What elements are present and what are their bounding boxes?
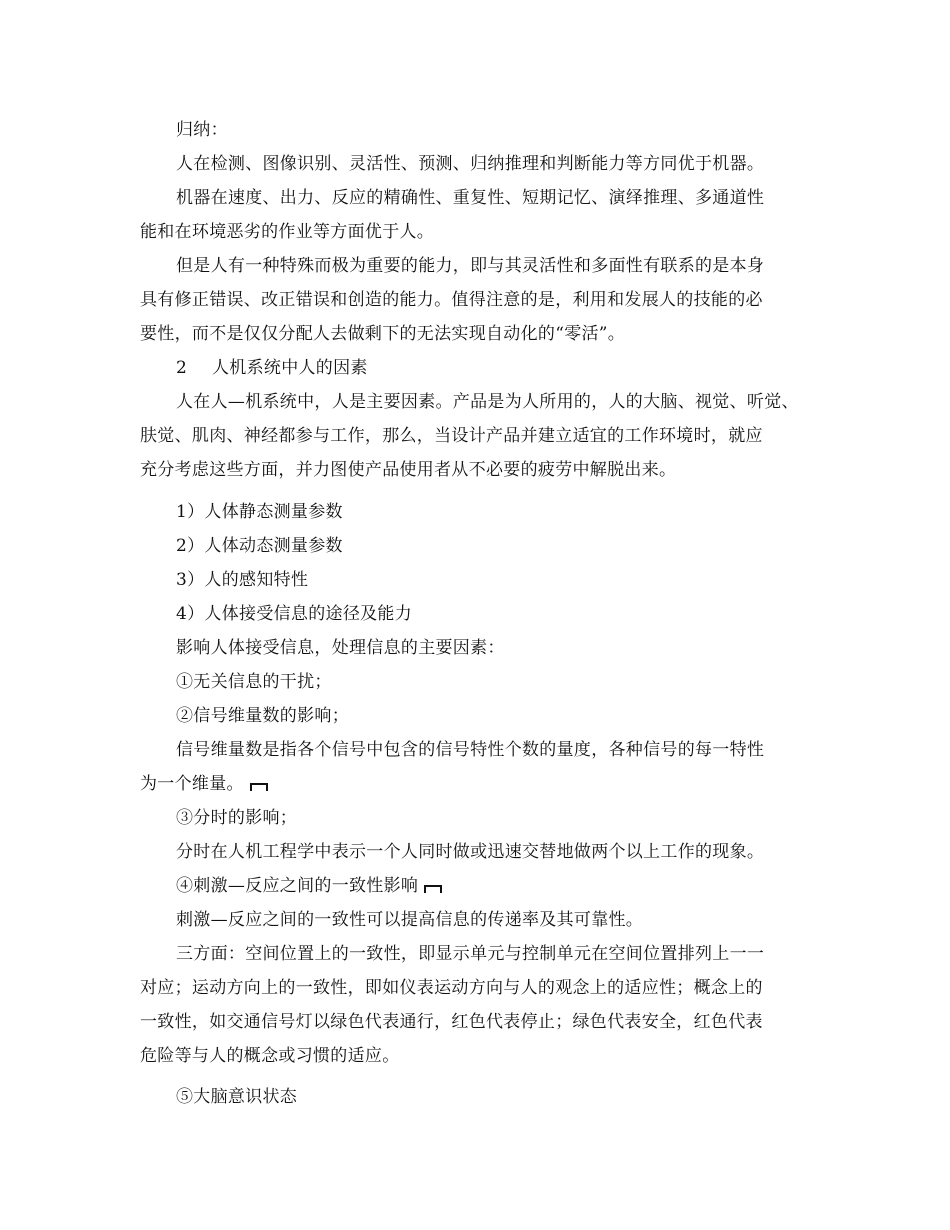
paragraph-line: 充分考虑这些方面，并力图使产品使用者从不必要的疲劳中解脱出来。: [140, 460, 677, 480]
editing-mark-icon: [250, 783, 268, 791]
list-item: ②信号维量数的影响；: [176, 706, 349, 726]
paragraph-text: 为一个维量。: [140, 774, 244, 794]
paragraph-line: 一致性，如交通信号灯以绿色代表通行，红色代表停止；绿色代表安全，红色代表: [140, 1012, 763, 1032]
paragraph-line: [140, 772, 268, 796]
paragraph-line: 机器在速度、出力、反应的精确性、重复性、短期记忆、演绎推理、多通道性: [176, 188, 765, 208]
paragraph-line: 具有修正错误、改正错误和创造的能力。值得注意的是，利用和发展人的技能的必: [140, 290, 763, 310]
paragraph-line: 肤觉、肌肉、神经都参与工作，那么，当设计产品并建立适宜的工作环境时，就应: [140, 426, 763, 446]
paragraph-line: 信号维量数是指各个信号中包含的信号特性个数的量度，各种信号的每一特性: [176, 740, 765, 760]
paragraph-line: 刺激—反应之间的一致性可以提高信息的传递率及其可靠性。: [176, 910, 644, 930]
list-item: 2）人体动态测量参数: [176, 536, 343, 556]
list-item: ③分时的影响；: [176, 808, 298, 828]
section-heading: [176, 356, 368, 380]
paragraph-line: 三方面：空间位置上的一致性，即显示单元与控制单元在空间位置排列上一一: [176, 944, 765, 964]
paragraph-line: 人在检测、图像识别、灵活性、预测、归纳推理和判断能力等方同优于机器。: [176, 154, 765, 174]
paragraph-line: 能和在环境恶劣的作业等方面优于人。: [140, 222, 435, 242]
list-item: [176, 874, 442, 898]
paragraph-line: 分时在人机工程学中表示一个人同时做或迅速交替地做两个以上工作的现象。: [176, 842, 765, 862]
paragraph-line: 归纳：: [176, 120, 228, 140]
paragraph-line: 人在人—机系统中，人是主要因素。产品是为人所用的，人的大脑、视觉、听觉、: [176, 392, 799, 412]
paragraph-line: 危险等与人的概念或习惯的适应。: [140, 1046, 400, 1066]
list-item: ⑤大脑意识状态: [176, 1087, 298, 1107]
paragraph-line: 影响人体接受信息，处理信息的主要因素：: [176, 638, 505, 658]
list-item: 1）人体静态测量参数: [176, 502, 343, 522]
section-heading-title: 人机系统中人的因素: [212, 358, 368, 378]
paragraph-line: 要性，而不是仅仅分配人去做剩下的无法实现自动化的“零活”。: [140, 324, 626, 344]
list-item: 4）人体接受信息的途径及能力: [176, 604, 413, 624]
list-item: 3）人的感知特性: [176, 570, 309, 590]
section-heading-number: 2: [176, 358, 188, 378]
list-item: ①无关信息的干扰；: [176, 672, 332, 692]
list-item-text: ④刺激—反应之间的一致性影响: [176, 876, 419, 896]
paragraph-line: 但是人有一种特殊而极为重要的能力，即与其灵活性和多面性有联系的是本身: [176, 256, 765, 276]
editing-mark-icon: [424, 885, 442, 893]
paragraph-line: 对应；运动方向上的一致性，即如仪表运动方向与人的观念上的适应性；概念上的: [140, 978, 763, 998]
